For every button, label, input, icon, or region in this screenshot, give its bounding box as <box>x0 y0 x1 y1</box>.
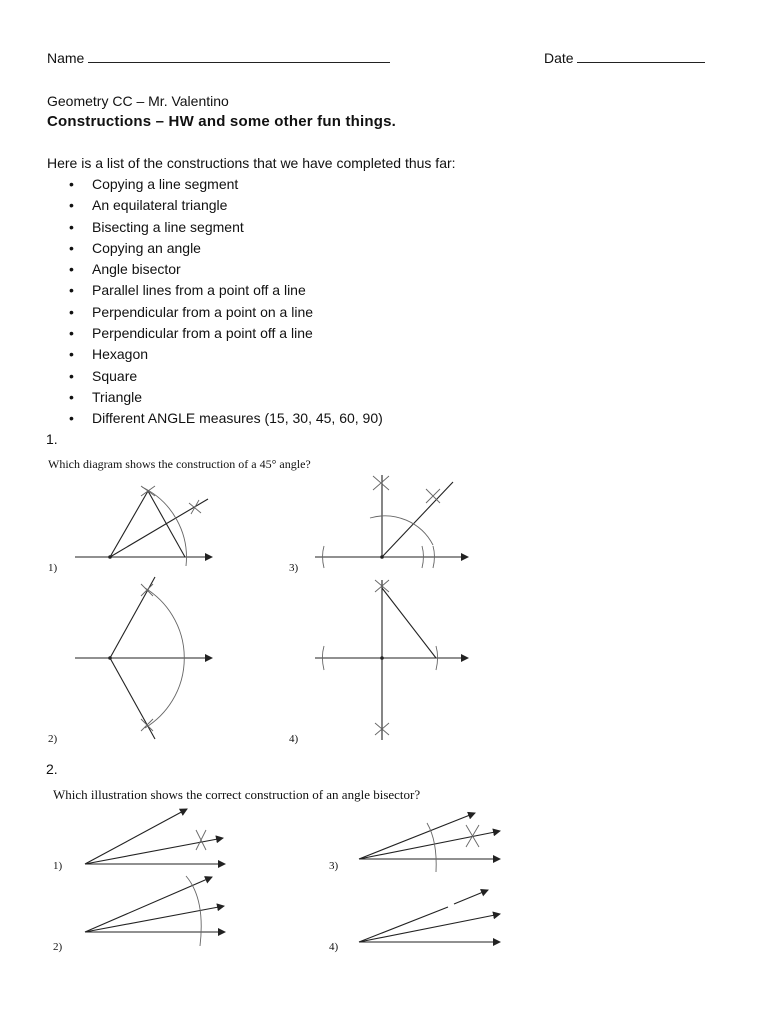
q2-diagram-2[interactable] <box>85 876 225 946</box>
name-label: Name <box>47 50 85 66</box>
list-item: • Perpendicular from a point off a line <box>47 323 383 344</box>
list-item: • Different ANGLE measures (15, 30, 45, 60, 90) <box>47 408 383 429</box>
date-label: Date <box>544 50 574 66</box>
q2-diagram-3[interactable] <box>359 813 500 872</box>
list-item: • Square <box>47 366 383 387</box>
list-item: • Hexagon <box>47 344 383 365</box>
q2-option-2-label[interactable]: 2) <box>53 941 63 953</box>
q1-option-2-label[interactable]: 2) <box>48 733 58 745</box>
question-1-prompt: Which diagram shows the construction of a 45° angle? <box>48 457 311 471</box>
question-2-number: 2. <box>46 761 58 777</box>
q1-option-4-label[interactable]: 4) <box>289 733 299 745</box>
question-2-prompt: Which illustration shows the correct construction of an angle bisector? <box>53 787 421 802</box>
list-item: • Angle bisector <box>47 259 383 280</box>
list-item: • Copying a line segment <box>47 174 383 195</box>
question-1-number: 1. <box>46 431 58 447</box>
q1-option-3-label[interactable]: 3) <box>289 562 299 574</box>
q1-diagram-1[interactable] <box>75 486 212 566</box>
q2-diagram-4[interactable] <box>359 890 500 942</box>
q2-option-1-label[interactable]: 1) <box>53 860 63 872</box>
q1-option-1-label[interactable]: 1) <box>48 562 58 574</box>
list-item: • Parallel lines from a point off a line <box>47 280 383 301</box>
list-item: • An equilateral triangle <box>47 195 383 216</box>
q1-diagram-4[interactable] <box>315 580 468 740</box>
q1-diagram-3[interactable] <box>315 475 468 568</box>
q2-diagram-1[interactable] <box>85 809 225 864</box>
q1-diagram-2[interactable] <box>75 577 212 739</box>
intro-text: Here is a list of the constructions that we have completed thus far: <box>47 155 456 171</box>
list-item: • Bisecting a line segment <box>47 217 383 238</box>
list-item: • Copying an angle <box>47 238 383 259</box>
list-item: • Triangle <box>47 387 383 408</box>
q2-option-3-label[interactable]: 3) <box>329 860 339 872</box>
q2-option-4-label[interactable]: 4) <box>329 941 339 953</box>
course-line: Geometry CC – Mr. Valentino <box>47 93 229 109</box>
list-item: • Perpendicular from a point on a line <box>47 302 383 323</box>
page-title: Constructions – HW and some other fun things. <box>47 113 397 130</box>
